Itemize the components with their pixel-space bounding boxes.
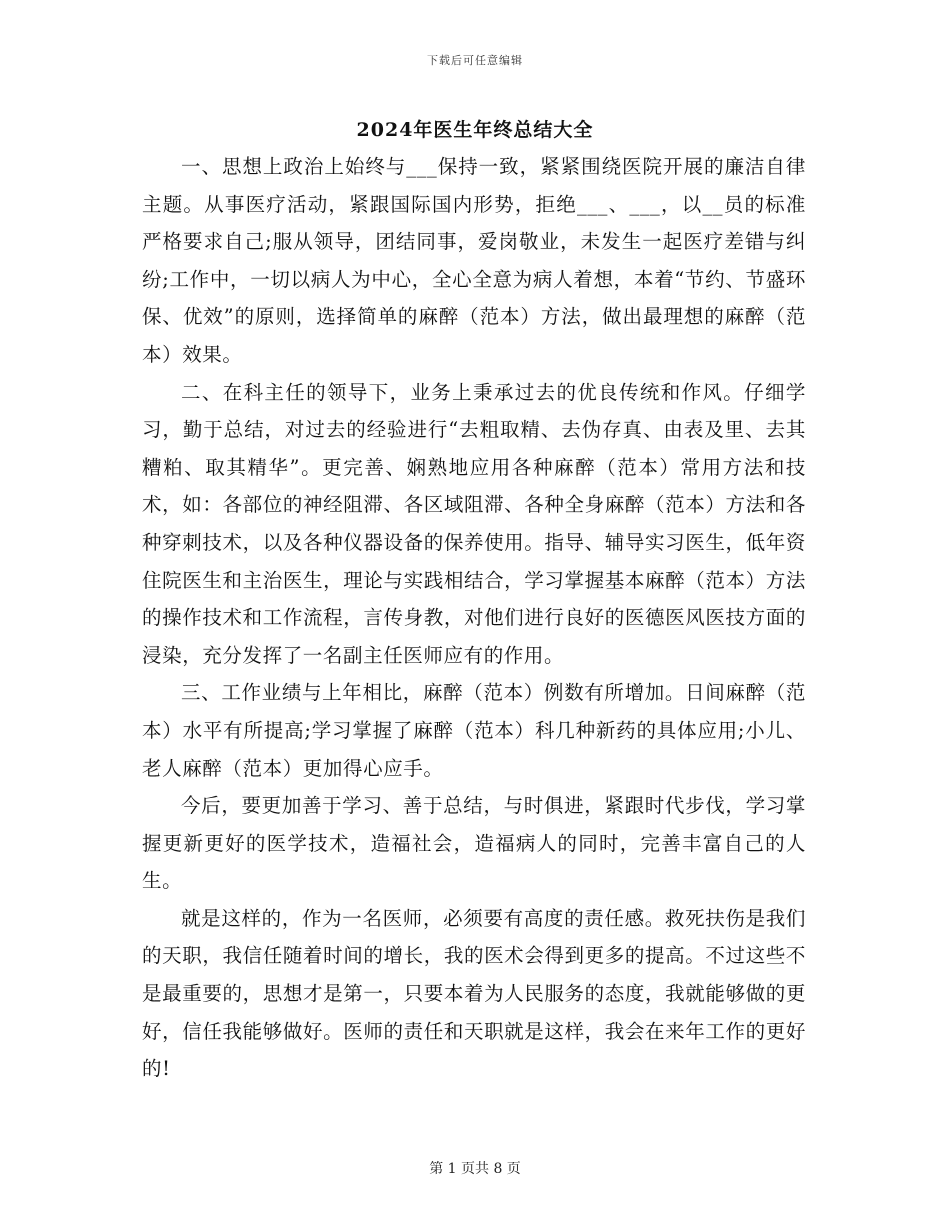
page-number: 第 1 页共 8 页 <box>429 1161 521 1177</box>
paragraph-performance: 三、工作业绩与上年相比，麻醉（范本）例数有所增加。日间麻醉（范本）水平有所提高;学习掌握了麻醉（范本）科几种新药的具体应用;小儿、老人麻醉（范本）更加得心应手。 <box>142 681 806 780</box>
document-title: 2024年医生年终总结大全 <box>356 119 594 141</box>
header-note: 下载后可任意编辑 <box>427 54 523 67</box>
paragraph-conclusion: 就是这样的，作为一名医师，必须要有高度的责任感。救死扶伤是我们的天职，我信任随着时间的增长，我的医术会得到更多的提高。不过这些不是最重要的，思想才是第一，只要本着为人民服务的态度，我就能够做的更好，信任我能够做好。医师的责任和天职就是这样，我会在来年工作的更好的! <box>142 906 806 1081</box>
document-body <box>142 148 806 1088</box>
paragraph-professional-work: 二、在科主任的领导下，业务上秉承过去的优良传统和作风。仔细学习，勤于总结，对过去的经验进行“去粗取精、去伪存真、由表及里、去其糟粕、取其精华”。更完善、娴熟地应用各种麻醉（范本）常用方法和技术，如：各部位的神经阻滞、各区域阻滞、各种全身麻醉（范本）方法和各种穿刺技术，以及各种仪器设备的保养使用。指导、辅导实习医生，低年资住院医生和主治医生，理论与实践相结合，学习掌握基本麻醉（范本）方法的操作技术和工作流程，言传身教，对他们进行良好的医德医风医技方面的浸染，充分发挥了一名副主任医师应有的作用。 <box>142 380 806 667</box>
paragraph-politics: 一、思想上政治上始终与___保持一致，紧紧围绕医院开展的廉洁自律主题。从事医疗活动，紧跟国际国内形势，拒绝___、___，以__员的标准严格要求自己;服从领导，团结同事，爱岗敬业，未发生一起医疗差错与纠纷;工作中，一切以病人为中心，全心全意为病人着想，本着“节约、节盛环保、优效”的原则，选择简单的麻醉（范本）方法，做出最理想的麻醉（范本）效果。 <box>142 155 806 366</box>
paragraph-future-plan: 今后，要更加善于学习、善于总结，与时俱进，紧跟时代步伐，学习掌握更新更好的医学技术，造福社会，造福病人的同时，完善丰富自己的人生。 <box>142 794 806 893</box>
